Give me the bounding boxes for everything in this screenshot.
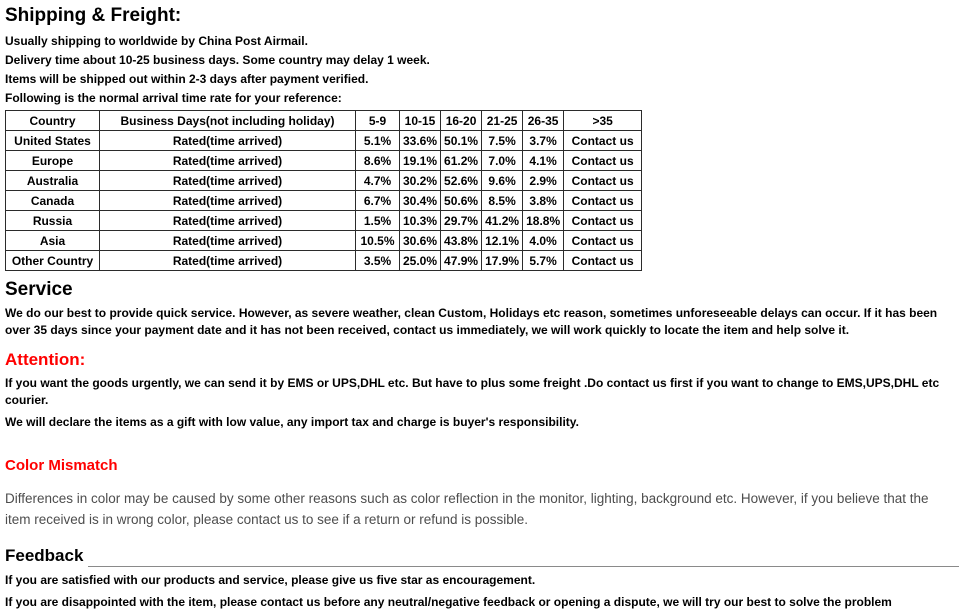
table-row xyxy=(6,231,642,251)
table-header-cell: 16-20 xyxy=(441,111,482,131)
table-cell: Contact us xyxy=(564,151,642,171)
table-row xyxy=(6,131,642,151)
table-row xyxy=(6,211,642,231)
table-cell: 4.7% xyxy=(356,171,400,191)
table-cell: 1.5% xyxy=(356,211,400,231)
table-cell: 50.1% xyxy=(441,131,482,151)
table-cell: Rated(time arrived) xyxy=(100,131,356,151)
table-cell: 30.6% xyxy=(400,231,441,251)
table-header-cell: Business Days(not including holiday) xyxy=(100,111,356,131)
table-cell: 3.7% xyxy=(523,131,564,151)
shipping-line-4: Following is the normal arrival time rate for your reference: xyxy=(5,91,342,105)
service-heading: Service xyxy=(5,279,73,300)
table-cell: 4.1% xyxy=(523,151,564,171)
section-divider xyxy=(88,566,959,567)
arrival-table-body xyxy=(6,131,642,271)
table-cell: Russia xyxy=(6,211,100,231)
shipping-line-1: Usually shipping to worldwide by China Post Airmail. xyxy=(5,34,308,48)
table-row xyxy=(6,251,642,271)
table-cell: 30.2% xyxy=(400,171,441,191)
table-row xyxy=(6,191,642,211)
table-cell: 52.6% xyxy=(441,171,482,191)
service-text: We do our best to provide quick service. However, as severe weather, clean Custom, Holidays etc reason, sometimes unforeseeable delays can occur. If it has been over 35 days since your payment date and it has not been received, contact us immediately, we will work quickly to locate the item and help solve it. xyxy=(5,306,938,337)
table-cell: 5.7% xyxy=(523,251,564,271)
table-cell: 12.1% xyxy=(482,231,523,251)
color-mismatch-text: Differences in color may be caused by some other reasons such as color reflection in the monitor, lighting, background etc. However, if you believe that the item received is in wrong color, please contact us to see if a return or refund is possible. xyxy=(5,491,929,527)
table-cell: 50.6% xyxy=(441,191,482,211)
table-cell: 8.6% xyxy=(356,151,400,171)
table-cell: United States xyxy=(6,131,100,151)
table-cell: 25.0% xyxy=(400,251,441,271)
table-cell: 3.5% xyxy=(356,251,400,271)
table-cell: 19.1% xyxy=(400,151,441,171)
table-cell: Rated(time arrived) xyxy=(100,251,356,271)
table-row xyxy=(6,151,642,171)
table-cell: 30.4% xyxy=(400,191,441,211)
table-cell: 61.2% xyxy=(441,151,482,171)
table-cell: Canada xyxy=(6,191,100,211)
table-cell: Asia xyxy=(6,231,100,251)
table-cell: 4.0% xyxy=(523,231,564,251)
table-cell: Contact us xyxy=(564,191,642,211)
table-cell: Other Country xyxy=(6,251,100,271)
table-cell: 8.5% xyxy=(482,191,523,211)
table-cell: 41.2% xyxy=(482,211,523,231)
table-cell: 6.7% xyxy=(356,191,400,211)
table-header-cell: 26-35 xyxy=(523,111,564,131)
table-cell: Rated(time arrived) xyxy=(100,151,356,171)
table-cell: 10.5% xyxy=(356,231,400,251)
table-row xyxy=(6,171,642,191)
attention-heading: Attention: xyxy=(5,350,86,369)
table-cell: 2.9% xyxy=(523,171,564,191)
table-cell: 9.6% xyxy=(482,171,523,191)
table-cell: 5.1% xyxy=(356,131,400,151)
table-cell: Contact us xyxy=(564,131,642,151)
table-cell: Australia xyxy=(6,171,100,191)
table-cell: 18.8% xyxy=(523,211,564,231)
feedback-line-2: If you are disappointed with the item, please contact us before any neutral/negative feedback or opening a dispute, we will try our best to solve the problem xyxy=(5,595,892,609)
feedback-line-1: If you are satisfied with our products and service, please give us five star as encouragement. xyxy=(5,573,536,587)
attention-line-2: We will declare the items as a gift with low value, any import tax and charge is buyer's responsibility. xyxy=(5,415,579,429)
table-header-cell: 10-15 xyxy=(400,111,441,131)
attention-line-1: If you want the goods urgently, we can send it by EMS or UPS,DHL etc. But have to plus some freight .Do contact us first if you want to change to EMS,UPS,DHL etc courier. xyxy=(5,376,940,407)
table-cell: Europe xyxy=(6,151,100,171)
arrival-table-header-row xyxy=(6,111,642,131)
table-cell: 43.8% xyxy=(441,231,482,251)
shipping-freight-heading: Shipping & Freight: xyxy=(5,5,182,26)
table-cell: Contact us xyxy=(564,211,642,231)
table-cell: Contact us xyxy=(564,231,642,251)
table-header-cell: 21-25 xyxy=(482,111,523,131)
table-cell: 33.6% xyxy=(400,131,441,151)
table-cell: 17.9% xyxy=(482,251,523,271)
table-cell: 3.8% xyxy=(523,191,564,211)
table-cell: Rated(time arrived) xyxy=(100,191,356,211)
table-header-cell: 5-9 xyxy=(356,111,400,131)
feedback-heading: Feedback xyxy=(5,546,84,565)
table-cell: Rated(time arrived) xyxy=(100,171,356,191)
table-cell: Rated(time arrived) xyxy=(100,231,356,251)
table-cell: 10.3% xyxy=(400,211,441,231)
table-cell: 29.7% xyxy=(441,211,482,231)
table-header-cell: Country xyxy=(6,111,100,131)
table-cell: Rated(time arrived) xyxy=(100,211,356,231)
arrival-rate-table xyxy=(5,110,642,271)
table-cell: Contact us xyxy=(564,171,642,191)
table-cell: Contact us xyxy=(564,251,642,271)
shipping-line-2: Delivery time about 10-25 business days. Some country may delay 1 week. xyxy=(5,53,430,67)
color-mismatch-heading: Color Mismatch xyxy=(5,457,118,474)
table-cell: 7.5% xyxy=(482,131,523,151)
table-cell: 47.9% xyxy=(441,251,482,271)
table-cell: 7.0% xyxy=(482,151,523,171)
table-header-cell: >35 xyxy=(564,111,642,131)
shipping-line-3: Items will be shipped out within 2-3 days after payment verified. xyxy=(5,72,369,86)
